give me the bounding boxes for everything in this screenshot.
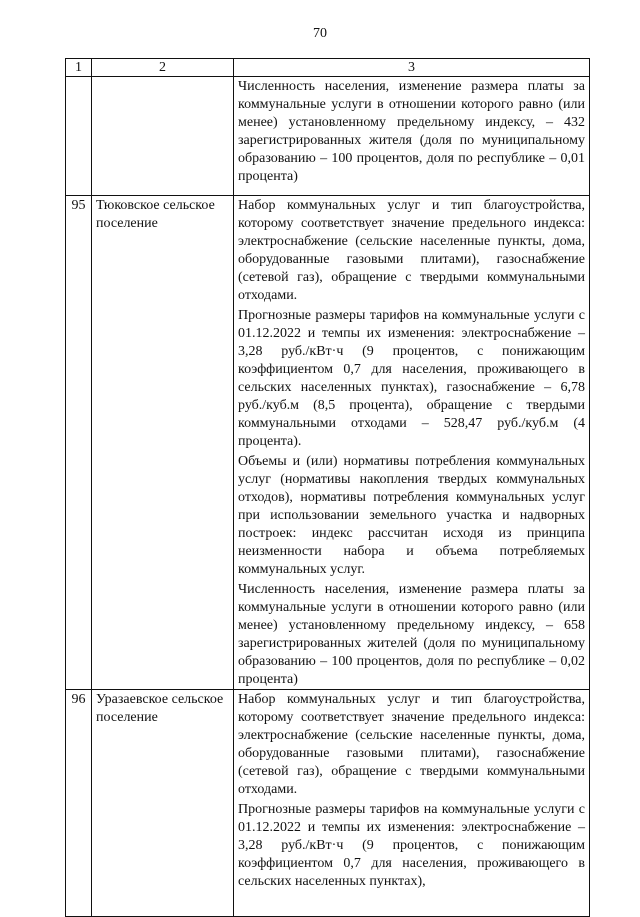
municipality-name: Уразаевское сельское поселение: [92, 690, 234, 917]
municipality-name: [92, 77, 234, 196]
page-number: 70: [313, 26, 327, 41]
table-row: [66, 196, 590, 690]
row-number: [66, 77, 92, 196]
paragraph-services: Набор коммунальных услуг и тип благоустройства, которому соответствует значение предельного индекса: электроснабжение (сельские населенные пункты, дома, оборудованные газовыми плитами), газоснабжение (сетевой газ), обращение с твердыми коммунальными отходами.: [238, 198, 585, 303]
row-number: 96: [66, 690, 92, 917]
header-col-3: 3: [234, 59, 590, 77]
paragraph-services: Набор коммунальных услуг и тип благоустройства, которому соответствует значение предельного индекса: электроснабжение (сельские населенные пункты, дома, оборудованные газовыми плитами), газоснабжение (сетевой газ), обращение с твердыми коммунальными отходами.: [238, 692, 585, 797]
tariff-table: [65, 58, 590, 917]
row-number: 95: [66, 196, 92, 690]
table-row: [66, 690, 590, 917]
description-cell: [234, 77, 590, 196]
paragraph-volumes: Объемы и (или) нормативы потребления коммунальных услуг (нормативы накопления твердых коммунальных отходов), нормативы потребления коммунальных услуг при использовании земельного участка и надворных построек: индекс рассчитан исходя из принципа неизменности набора и объема потребляемых коммунальных услуг.: [238, 454, 585, 577]
paragraph-population: Численность населения, изменение размера платы за коммунальные услуги в отношении которого равно (или менее) установленному предельному индексу, – 432 зарегистрированных жителя (доля по муниципальному образованию – 100 процентов, доля по республике – 0,01 процента): [238, 79, 585, 184]
paragraph-tariffs: Прогнозные размеры тарифов на коммунальные услуги с 01.12.2022 и темпы их изменения: электроснабжение – 3,28 руб./кВт·ч (9 процентов, с понижающим коэффициентом 0,7 для населения, проживающего в сельских населенных пунктах), газоснабжение – 6,78 руб./куб.м (8,5 процента), обращение с твердыми коммунальными отходами – 528,47 руб./куб.м (4 процента).: [238, 308, 585, 449]
description-cell: [234, 196, 590, 690]
header-col-1: 1: [66, 59, 92, 77]
paragraph-tariffs: Прогнозные размеры тарифов на коммунальные услуги с 01.12.2022 и темпы их изменения: электроснабжение – 3,28 руб./кВт·ч (9 процентов, с понижающим коэффициентом 0,7 для населения, проживающего в сельских населенных пунктах),: [238, 802, 585, 889]
description-cell: [234, 690, 590, 917]
table-row: [66, 77, 590, 196]
paragraph-population: Численность населения, изменение размера платы за коммунальные услуги в отношении которого равно (или менее) установленному предельному индексу, – 658 зарегистрированных жителей (доля по муниципальному образованию – 100 процентов, доля по республике – 0,02 процента): [238, 582, 585, 687]
table-header-row: [66, 59, 590, 77]
municipality-name: Тюковское сельское поселение: [92, 196, 234, 690]
header-col-2: 2: [92, 59, 234, 77]
